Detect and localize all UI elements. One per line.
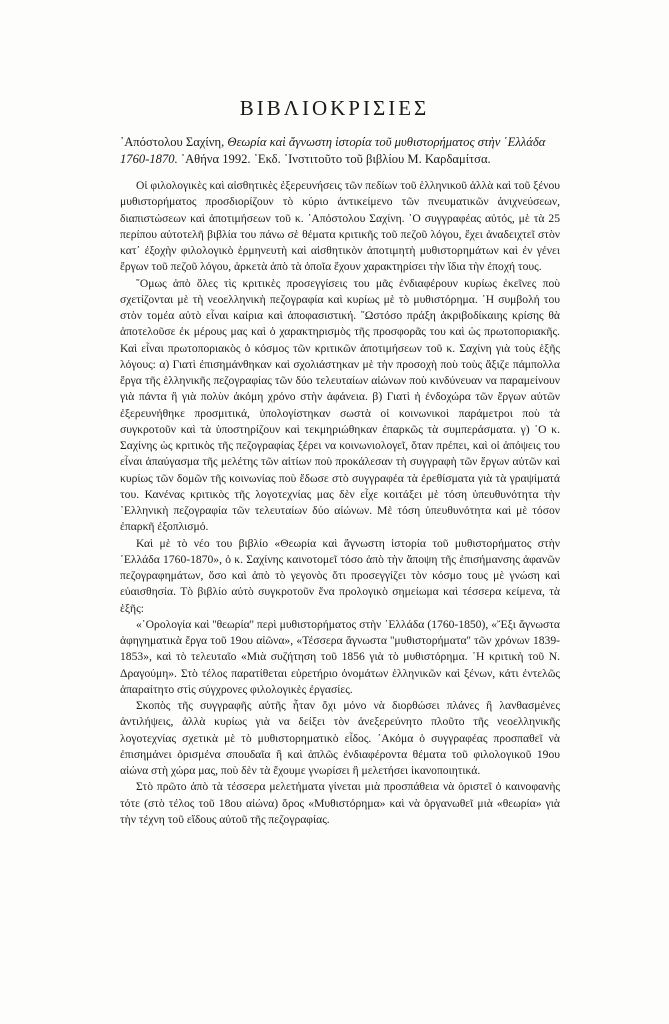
paragraph: ῞Ομως ἀπὸ ὅλες τὶς κριτικὲς προσεγγίσεις του μᾶς ἐνδιαφέρουν κυρίως ἐκεῖνες ποὺ σχετίζονται μὲ τὴ νεοελληνικὴ πεζογραφία καὶ κυρίως μὲ τὸ μυθιστόρημα. ῾Η συμβολή του στὸν τομέα αὐτὸ εἶναι καίρια καὶ ἀποφασιστική. ῞Ωστόσο πράξη ἀκριβοδίκαιης κρίσης θὰ ἀποτελοῦσε ἐκ μέρους μας καὶ ὁ χαρακτηρισμὸς τῆς προσφορᾶς του καὶ ὡς πρωτοποριακῆς. Καὶ εἶναι πρωτοποριακὸς ὁ κόσμος τῶν κριτικῶν ἀποτιμήσεων τοῦ κ. Σαχίνη γιὰ τοὺς ἑξῆς λόγους: α) Γιατὶ ἐπισημάνθηκαν καὶ σχολιάστηκαν μὲ τὴν προσοχὴ ποὺ τοὺς ἄξιζε πάμπολλα ἔργα τῆς ἑλληνικῆς πεζογραφίας τῶν δύο τελευταίων αἰώνων ποὺ κινδύνευαν να παραμείνουν γιὰ πάντα ἢ γιὰ πολὺν ἀκόμη χρόνο στὴν ἀφάνεια. β) Γιατὶ ἡ ἐνδοχώρα τῶν ἔργων αὐτῶν ἐξερευνήθηκε προσμιτικά, ὑπολογίστηκαν σωστὰ οἱ κοινωνικοὶ παράμετροι ποὺ τὰ συγκροτοῦν καὶ τὰ ὑποστηρίζουν καὶ τεκμηριώθηκαν ἐπαρκῶς τὰ συμπεράσματα. γ) ῾Ο κ. Σαχίνης ὡς κριτικὸς τῆς πεζογραφίας ξέρει να κοινωνιολογεῖ, ὅταν πρέπει, καὶ οἱ ἀπόψεις του εἶναι ἀπαύγασμα τῆς μελέτης τῶν αἰτίων ποὺ προκάλεσαν τὴ συγγραφὴ τῶν ἔργων αὐτῶν καὶ κυρίως τῶν δομῶν τῆς κοινωνίας ποὺ ἔδωσε στὸ συγγραφέα τὰ ἐρεθίσματα γιὰ τὰ γραψίματά του. Κανένας κριτικὸς τῆς λογοτεχνίας μας δὲν εἶχε κοιτάξει μὲ τόση ὑπευθυνότητα τὴν ᾿Ελληνικὴ πεζογραφία τῶν τελευταίων δύο αἰώνων. Μὲ τόση ὑπευθυνότητα καὶ μὲ τόσον ἐπαρκῆ ἐξοπλισμό. xyxy=(120,276,560,534)
reference-publication: ᾿Αθήνα 1992. ᾿Εκδ. ᾿Ινστιτοῦτο τοῦ βιβλίου Μ. Καρδαμίτσα. xyxy=(180,152,491,166)
paragraph: Καὶ μὲ τὸ νέο του βιβλίο «Θεωρία καὶ ἄγνωστη ἱστορία τοῦ μυθιστορήματος στὴν ῾Ελλάδα 1760-1870», ὁ κ. Σαχίνης καινοτομεῖ τόσο ἀπὸ τὴν ἄποψη τῆς ἐπισήμανσης ἀφανῶν πεζογραφημάτων, ὅσο καὶ ἀπὸ τὸ γεγονὸς ὅτι προσεγγίζει τὸν κόσμο τους μὲ γνώση καὶ εὐαισθησία. Τὸ βιβλίο αὐτὸ συγκροτοῦν ἕνα προλογικὸ σημείωμα καὶ τέσσερα κείμενα, τὰ ἑξῆς: xyxy=(120,536,560,615)
paragraph: Σκοπὸς τῆς συγγραφῆς αὐτῆς ἦταν ὄχι μόνο νὰ διορθώσει πλάνες ἢ λανθασμένες ἀντιλήψεις, ἀλλὰ κυρίως γιὰ να δείξει τὸν ἀνεξερεύνητο πλοῦτο τῆς νεοελληνικῆς λογοτεχνίας σχετικὰ μὲ τὸ μυθιστορηματικὸ εἶδος. ᾿Ακόμα ὁ συγγραφέας προσπαθεῖ νὰ ἐπισημάνει ὁρισμένα σπουδαῖα ἢ καὶ ἁπλῶς ἐνδιαφέροντα θέματα τοῦ φιλολογικοῦ 19ου αἰώνα στὴ χώρα μας, ποὺ δὲν τὰ ἔχουμε γνωρίσει ἢ μελετήσει ἱκανοποιητικά. xyxy=(120,699,560,777)
section-heading: ΒΙΒΛΙΟΚΡΙΣΙΕΣ xyxy=(239,96,430,120)
paragraph: Στὸ πρῶτο ἀπὸ τὰ τέσσερα μελετήματα γίνεται μιὰ προσπάθεια νὰ ὁριστεῖ ὁ καινοφανὴς τότε (στὸ τέλος τοῦ 18ου αἰώνα) ὅρος «Μυθιστόρημα» καὶ νὰ ὀργανωθεῖ μιὰ «θεωρία» γιὰ τὴν τέχνη τοῦ εἴδους αὐτοῦ τῆς πεζογραφίας. xyxy=(120,780,560,826)
reference-title: Θεωρία καὶ ἄγνωστη ἱστορία τοῦ μυθιστορήματος στὴν ῾Ελλάδα 1760-1870. xyxy=(120,135,546,166)
reference-author: ᾿Απόστολου Σαχίνη, xyxy=(120,135,225,149)
paragraph: «᾿Ορολογία καὶ ''θεωρία'' περὶ μυθιστορήματος στὴν ῾Ελλάδα (1760-1850), «Ἔξι ἄγνωστα ἀφηγηματικὰ ἔργα τοῦ 19ου αἰῶνα», «Τέσσερα ἄγνωστα ''μυθιστορήματα'' τῶν χρόνων 1839-1853», καὶ τὸ τελευταῖο «Μιὰ συζήτηση τοῦ 1856 γιὰ τὸ μυθιστόρημα. ῾Η κριτικὴ τοῦ Ν. Δραγούμη». Στὸ τέλος παρατίθεται εὑρετήριο ὀνομάτων ἑλληνικῶν καὶ ξένων, κάτι ἐντελῶς ἀπαραίτητο στὶς σύγχρονες φιλολογικὲς ἐργασίες. xyxy=(120,617,560,696)
paragraph: Οἱ φιλολογικὲς καὶ αἰσθητικὲς ἐξερευνήσεις τῶν πεδίων τοῦ ἑλληνικοῦ ἀλλὰ καὶ τοῦ ξένου μυθιστορήματος προσδιορίζουν τὸ κύριο ἀντικείμενο τῶν πνευματικῶν ἀνιχνεύσεων, διαπιστώσεων καὶ ἀποτιμήσεων τοῦ κ. ᾿Απόστολου Σαχίνη. ῾Ο συγγραφέας αὐτός, μὲ τὰ 25 περίπου αὐτοτελῆ βιβλία του πάνω σὲ θέματα κριτικῆς τοῦ πεζοῦ λόγου, ἔχει ἀναδειχτεῖ στὸν κατ᾿ ἐξοχὴν φιλολογικὸ ἑρμηνευτὴ καὶ αἰσθητικὸν ἀποτιμητὴ μυθιστορημάτων καὶ ἐν γένει ἔργων τοῦ πεζοῦ λόγου, ἀρκετὰ ἀπὸ τὰ ὁποῖα ἔχουν χαρακτηρίσει τὴν ἴδια τὴν ἐποχή τους. xyxy=(120,179,560,274)
book-reference xyxy=(120,134,560,168)
review-body xyxy=(120,178,560,828)
